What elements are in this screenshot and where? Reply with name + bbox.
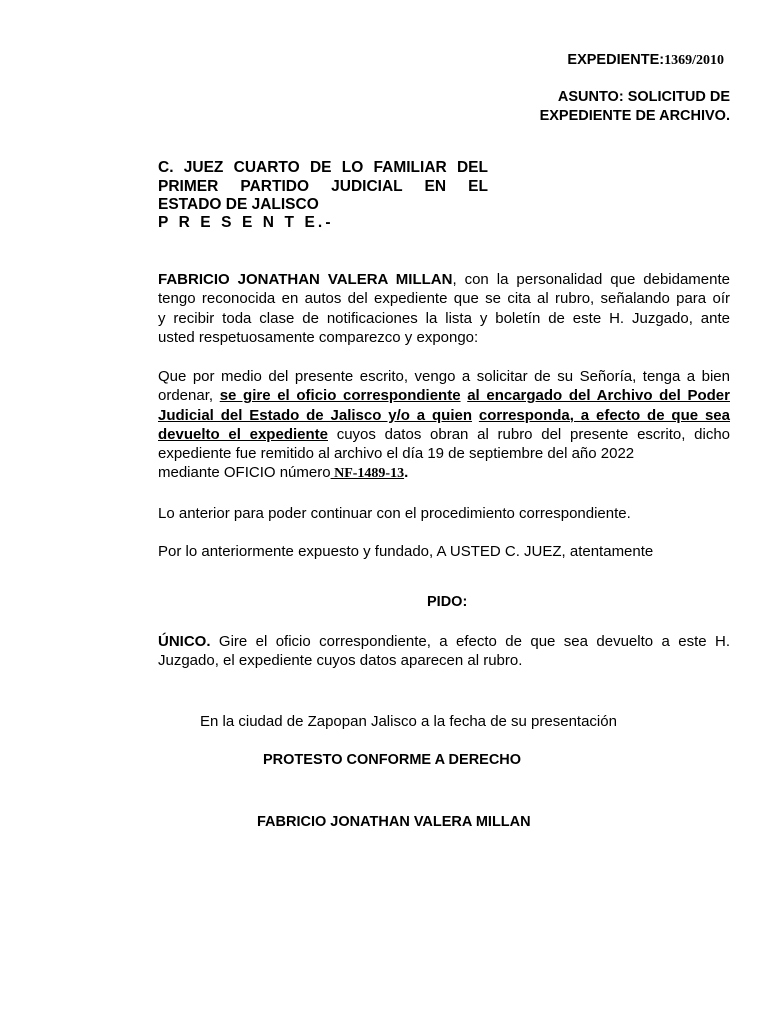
intro-line-4: usted respetuosamente comparezco y expongo: — [158, 328, 479, 346]
pido-heading: PIDO: — [427, 594, 468, 610]
closing-request-paragraph: Por lo anteriormente expuesto y fundado, A USTED C. JUEZ, atentamente — [158, 543, 654, 560]
intro-line-1: , con la personalidad que debidamente — [452, 271, 730, 288]
asunto-line-2: EXPEDIENTE DE ARCHIVO. — [539, 108, 730, 124]
underlined-phrase-5: devuelto el expediente — [158, 425, 328, 443]
request-line-6-start: mediante OFICIO número — [158, 464, 331, 482]
intro-paragraph — [158, 270, 730, 347]
request-line-5: expediente fue remitido al archivo el día 19 de septiembre del año 2022 — [158, 445, 635, 463]
underlined-phrase-3: Judicial del Estado de Jalisco y/o a quien — [158, 406, 473, 424]
request-line-1: Que por medio del presente escrito, vengo a solicitar de su Señoría, tenga a bien — [158, 368, 730, 385]
unico-label: ÚNICO. — [158, 633, 211, 650]
place-date-line: En la ciudad de Zapopan Jalisco a la fecha de su presentación — [200, 713, 617, 730]
asunto-line-1: ASUNTO: SOLICITUD DE — [557, 89, 730, 105]
underlined-phrase-1: se gire el oficio correspondiente — [219, 387, 461, 405]
expediente-line — [567, 51, 724, 70]
presente-heading: P R E S E N T E.- — [158, 214, 334, 231]
request-paragraph — [158, 367, 730, 484]
signature-name: FABRICIO JONATHAN VALERA MILLAN — [257, 814, 531, 830]
addressee-line-2: PRIMER PARTIDO JUDICIAL EN EL — [158, 177, 488, 195]
unico-line-1: Gire el oficio correspondiente, a efecto de que sea devuelto a este H. — [210, 633, 730, 650]
addressee-line-3: ESTADO DE JALISCO — [158, 196, 319, 213]
request-line-6-end: . — [404, 464, 409, 482]
addressee-block — [158, 159, 488, 215]
request-line-2-start: ordenar, — [158, 387, 220, 405]
oficio-number: NF-1489-13 — [330, 466, 405, 482]
unico-line-2: Juzgado, el expediente cuyos datos aparecen al rubro. — [158, 652, 523, 670]
request-line-4-rest: cuyos datos obran al rubro del presente escrito, dicho — [328, 425, 731, 443]
petitioner-name: FABRICIO JONATHAN VALERA MILLAN — [158, 271, 453, 288]
underlined-phrase-4: corresponda, a efecto de que sea — [478, 406, 730, 424]
continuation-paragraph: Lo anterior para poder continuar con el procedimiento correspondiente. — [158, 505, 631, 522]
expediente-number: 1369/2010 — [664, 53, 724, 68]
unico-paragraph — [158, 632, 730, 671]
intro-line-2: tengo reconocida en autos del expediente que se cita al rubro, señalando para oír — [158, 290, 730, 308]
addressee-line-1: C. JUEZ CUARTO DE LO FAMILIAR DEL — [158, 159, 488, 176]
underlined-phrase-2: al encargado del Archivo del Poder — [467, 387, 730, 405]
expediente-label: EXPEDIENTE: — [567, 52, 665, 68]
protesto-line: PROTESTO CONFORME A DERECHO — [263, 752, 522, 768]
intro-line-3: y recibir toda clase de notificaciones la lista y boletín de este H. Juzgado, ante — [158, 309, 730, 327]
